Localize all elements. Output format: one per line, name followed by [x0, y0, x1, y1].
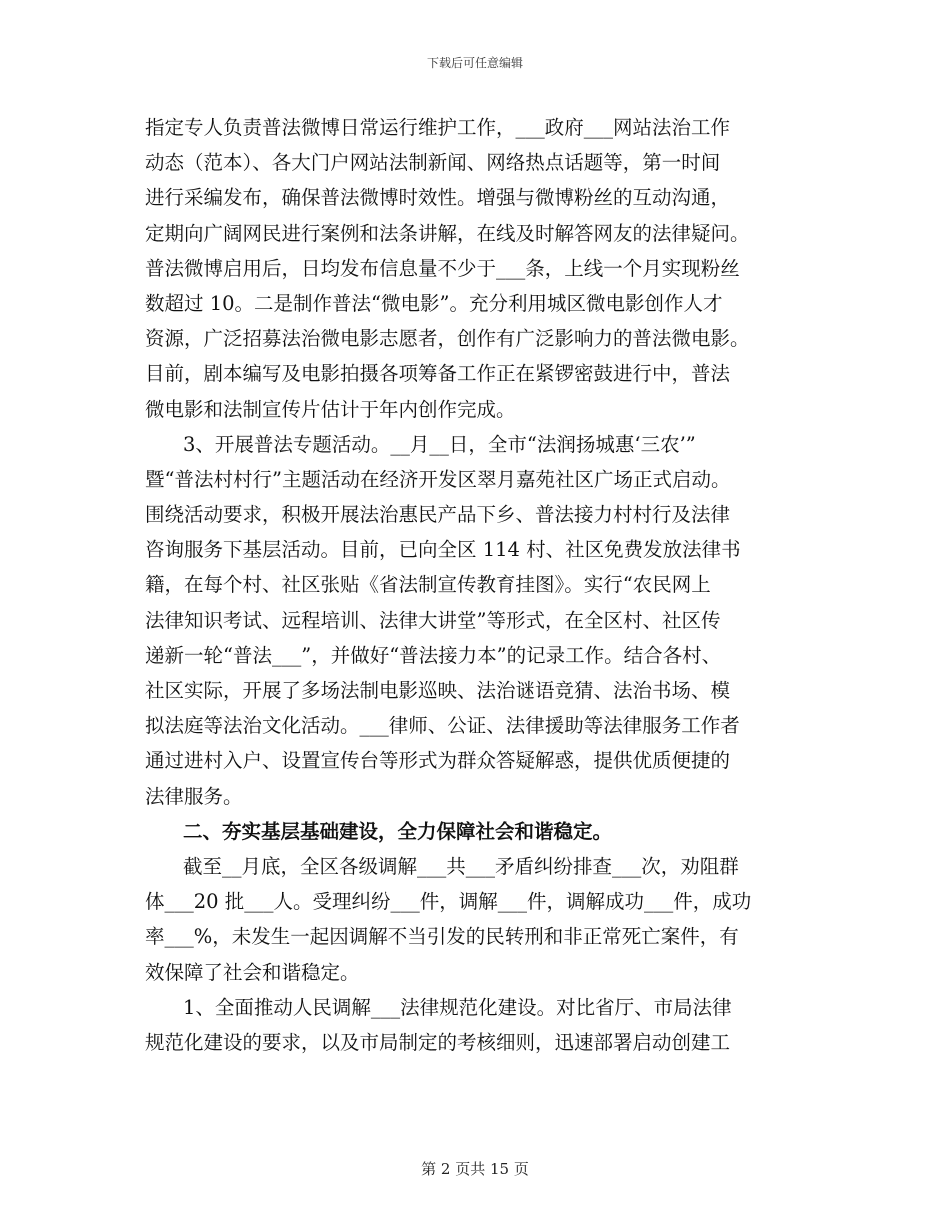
text-line: 社区实际，开展了多场法制电影巡映、法治谜语竞猜、法治书场、模: [145, 679, 731, 702]
text-line: 体___20 批___人。受理纠纷___件，调解___件，调解成功___件，成功: [145, 890, 752, 914]
text-line: 率___%，未发生一起因调解不当引发的民转刑和非正常死亡案件，有: [145, 925, 739, 949]
text-line: 进行采编发布，确保普法微博时效性。增强与微博粉丝的互动沟通，: [145, 186, 731, 210]
text-line: 定期向广阔网民进行案例和法条讲解，在线及时解答网友的法律疑问。: [145, 221, 750, 245]
text-line: 拟法庭等法治文化活动。___律师、公证、法律援助等法律服务工作者: [145, 714, 740, 738]
text-line: 暨“普法村村行”主题活动在经济开发区翠月嘉苑社区广场正式启动。: [145, 467, 731, 491]
text-line: 1、全面推动人民调解___法律规范化建设。对比省厅、市局法律: [183, 995, 732, 1019]
text-line: 资源，广泛招募法治微电影志愿者，创作有广泛影响力的普法微电影。: [145, 327, 750, 351]
text-line: 籍，在每个村、社区张贴《省法制宣传教育挂图》。实行“农民网上: [145, 573, 711, 597]
text-line: 3、开展普法专题活动。__月__日，全市“法润扬城惠‘三农’”: [183, 432, 696, 456]
text-line: 效保障了社会和谐稳定。: [145, 960, 360, 984]
section-heading: 二、夯实基层基础建设，全力保障社会和谐稳定。: [183, 819, 613, 843]
page-header: 下载后可任意编辑: [426, 56, 523, 70]
text-line: 咨询服务下基层活动。目前，已向全区 114 村、社区免费发放法律书: [145, 538, 741, 562]
text-line: 目前，剧本编写及电影拍摄各项筹备工作正在紧锣密鼓进行中，普法: [145, 362, 731, 386]
text-line: 截至__月底，全区各级调解___共___矛盾纠纷排查___次，劝阻群: [183, 854, 739, 878]
text-line: 动态（范本）、各大门户网站法制新闻、网络热点话题等，第一时间: [145, 151, 721, 175]
text-line: 微电影和法制宣传片估计于年内创作完成。: [145, 397, 516, 421]
document-body: [145, 110, 825, 1060]
text-line: 指定专人负责普法微博日常运行维护工作，___政府___网站法治工作: [145, 116, 731, 139]
text-line: 普法微博启用后，日均发布信息量不少于___条，上线一个月实现粉丝: [145, 256, 740, 280]
text-line: 围绕活动要求，积极开展法治惠民产品下乡、普法接力村村行及法律: [145, 503, 731, 527]
text-line: 数超过 10。二是制作普法“微电影”。充分利用城区微电影创作人才: [145, 291, 723, 315]
page-footer: 第 2 页共 15 页: [421, 1160, 529, 1178]
text-line: 通过进村入户、设置宣传台等形式为群众答疑解惑，提供优质便捷的: [145, 749, 731, 773]
text-line: 法律知识考试、远程培训、法律大讲堂”等形式，在全区村、社区传: [145, 608, 721, 632]
text-line: 规范化建设的要求，以及市局制定的考核细则，迅速部署启动创建工: [145, 1030, 731, 1054]
text-line: 递新一轮“普法___”，并做好“普法接力本”的记录工作。结合各村、: [145, 643, 722, 667]
text-line: 法律服务。: [145, 784, 243, 808]
